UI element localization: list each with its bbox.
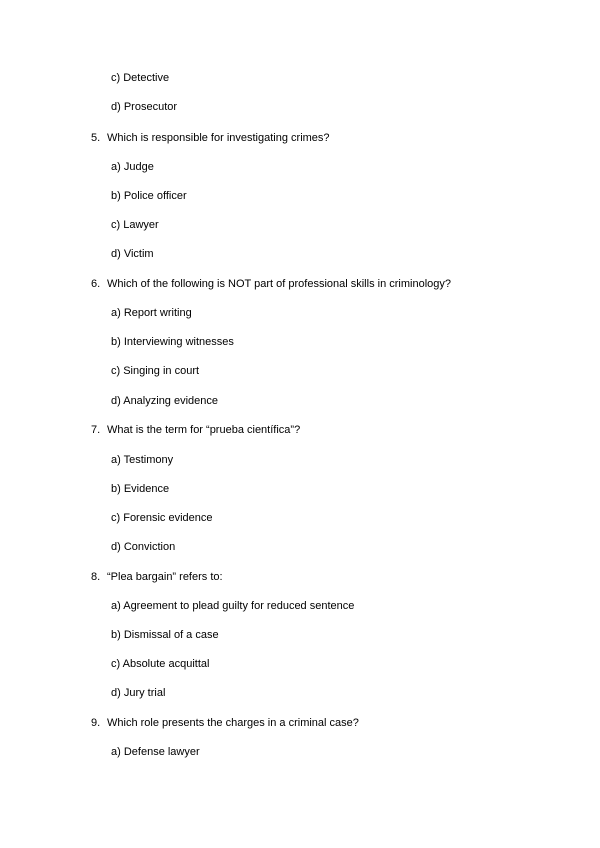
option-item: a) Report writing [111,307,192,319]
option-item: b) Interviewing witnesses [111,336,234,348]
question-text: Which role presents the charges in a criminal case? [107,717,359,729]
option-item: c) Absolute acquittal [111,658,210,670]
option-item: b) Dismissal of a case [111,629,219,641]
option-item: a) Testimony [111,454,174,466]
question-number: 9. [91,717,101,729]
option-item: b) Police officer [111,190,187,202]
question-text: Which is responsible for investigating crimes? [107,132,330,144]
option-item: d) Jury trial [111,687,166,699]
option-item: b) Evidence [111,483,170,495]
question-number: 8. [91,571,101,583]
option-item: a) Judge [111,161,154,173]
question-number: 7. [91,424,101,436]
option-item: d) Conviction [111,541,176,553]
option-item: d) Victim [111,248,154,260]
option-item: a) Defense lawyer [111,746,200,758]
option-item: a) Agreement to plead guilty for reduced sentence [111,600,355,612]
option-item: c) Lawyer [111,219,159,231]
option-item: c) Detective [111,72,170,84]
question-text: What is the term for “prueba científica”? [107,424,301,436]
question-text: Which of the following is NOT part of professional skills in criminology? [107,278,451,290]
question-text: “Plea bargain” refers to: [107,571,223,583]
option-item: d) Prosecutor [111,101,178,113]
option-item: c) Singing in court [111,365,200,377]
option-item: d) Analyzing evidence [111,395,219,407]
option-item: c) Forensic evidence [111,512,213,524]
question-number: 5. [91,132,101,144]
question-number: 6. [91,278,101,290]
